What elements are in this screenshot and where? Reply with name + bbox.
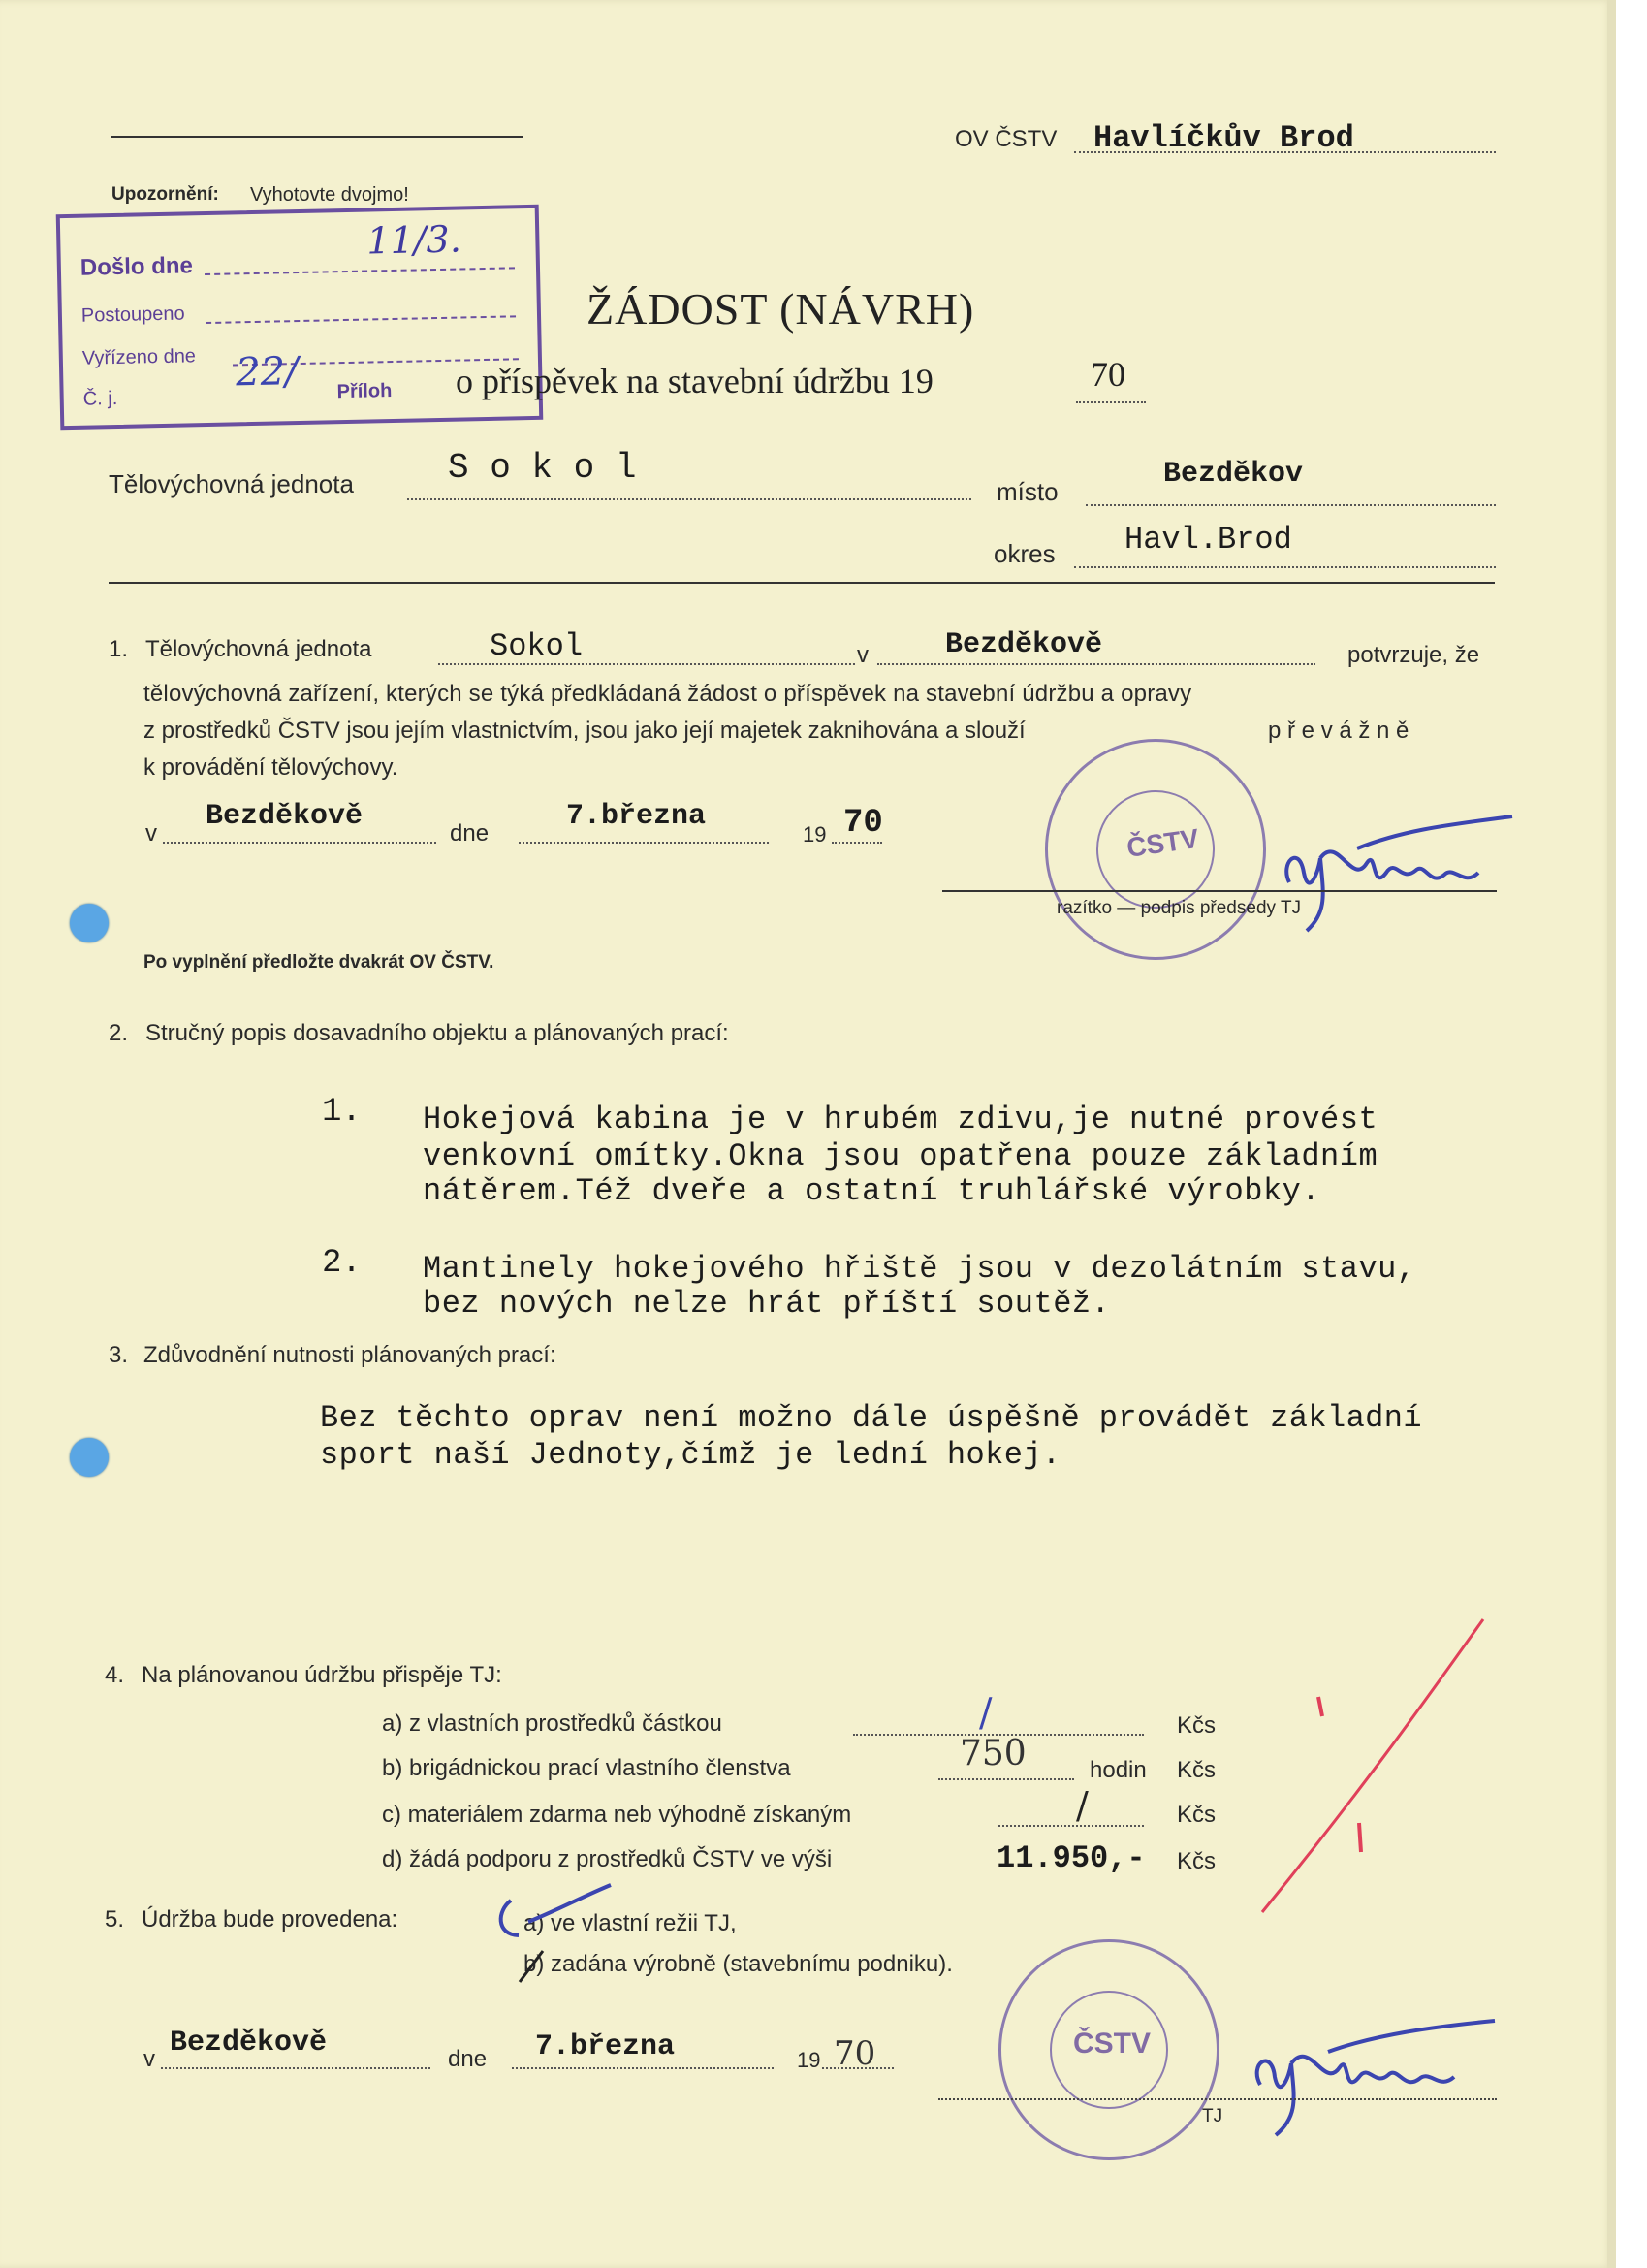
s2-num: 2. [109, 1020, 129, 1046]
s5-year: 70 [834, 2034, 876, 2073]
s4-b-unit-pre: hodin [1090, 1757, 1147, 1783]
s5-opt-a: a) ve vlastní režii TJ, [523, 1910, 737, 1936]
s5-opt-b-strike [514, 1947, 553, 1986]
s2-item1-num: 1. [322, 1094, 362, 1131]
s1-date-dotline [519, 842, 769, 844]
district-label: okres [994, 539, 1056, 568]
s4-a-value: / [979, 1691, 993, 1736]
s4-c-label: c) materiálem zdarma neb výhodně získaným [382, 1802, 852, 1828]
s4-c-unit: Kčs [1177, 1802, 1217, 1828]
signature-1 [1260, 805, 1522, 941]
s4-a-label: a) z vlastních prostředků částkou [382, 1710, 722, 1737]
paper-edge [1607, 0, 1616, 2268]
s1-dne: dne [450, 820, 490, 847]
round-stamp-1-text: ČSTV [1124, 822, 1201, 863]
place-label: místo [997, 477, 1059, 506]
s4-d-unit: Kčs [1177, 1848, 1217, 1874]
forwarded-line [206, 315, 516, 324]
s4-label: Na plánovanou údržbu přispěje TJ: [142, 1662, 502, 1688]
s3-num: 3. [109, 1342, 129, 1368]
s4-b-value: 750 [960, 1734, 1027, 1773]
s1-place-dotline [877, 663, 1315, 665]
s5-opt-a-mark [490, 1881, 616, 1949]
number-label: Č. j. [82, 387, 118, 410]
s4-d-value: 11.950,- [997, 1840, 1146, 1876]
punch-hole-top [70, 904, 109, 942]
unit-dotline [407, 498, 971, 500]
s2-item2-l1: Mantinely hokejového hřiště jsou v dezolátním stavu, [423, 1251, 1416, 1287]
s1-dated-place: Bezděkově [206, 800, 364, 833]
s1-year-dotline [832, 842, 882, 844]
signature-2 [1231, 2007, 1503, 2143]
s3-l2: sport naší Jednoty,čímž je lední hokej. [320, 1437, 1061, 1473]
punch-hole-bottom [70, 1438, 109, 1477]
s5-date: 7.března [535, 2030, 676, 2063]
s1-confirms: potvrzuje, že [1347, 642, 1480, 668]
warning-label: Upozornění: [111, 184, 219, 205]
attachments-label: Příloh [336, 380, 393, 403]
s2-item1-l3: nátěrem.Též dveře a ostatní truhlářské výrobky. [423, 1173, 1321, 1209]
place-value: Bezděkov [1163, 458, 1304, 491]
s1-signature-line [942, 890, 1497, 892]
section-divider [109, 582, 1495, 584]
s5-place: Bezděkově [170, 2027, 328, 2060]
s3-l1: Bez těchto oprav není možno dále úspěšně provádět základní [320, 1400, 1422, 1436]
s2-label: Stručný popis dosavadního objektu a plánovaných prací: [145, 1020, 729, 1046]
s1-submit-note: Po vyplnění předložte dvakrát OV ČSTV. [143, 952, 494, 973]
s5-year-prefix: 19 [797, 2048, 821, 2072]
district-dotline [1074, 566, 1496, 568]
s1-in: v [857, 642, 869, 668]
s1-v: v [145, 820, 157, 847]
s1-line3a: z prostředků ČSTV jsou jejím vlastnictvím, jsou jako její majetek zaknihována a slouží [143, 718, 1026, 744]
s5-signature-line [938, 2098, 1497, 2100]
red-mark [1251, 1610, 1503, 1920]
number-value: 22/ [235, 349, 300, 396]
form-year: 70 [1091, 355, 1125, 394]
s5-place-dotline [161, 2067, 430, 2069]
s5-opt-b: b) zadána výrobně (stavebnímu podniku). [523, 1951, 953, 1977]
s4-c-value: / [1076, 1784, 1089, 1827]
round-stamp-2-text: ČSTV [1073, 2028, 1152, 2060]
s4-b-unit: Kčs [1177, 1757, 1217, 1783]
s1-year-prefix: 19 [803, 822, 827, 847]
s1-num: 1. [109, 636, 129, 662]
ov-label: OV ČSTV [955, 126, 1058, 152]
s1-line3b: p ř e v á ž n ě [1268, 718, 1409, 744]
s5-num: 5. [105, 1906, 125, 1933]
form-subtitle: o příspěvek na stavební údržbu 19 [456, 362, 934, 400]
s4-num: 4. [105, 1662, 125, 1688]
s1-place-value: Bezděkově [945, 628, 1103, 661]
s5-v: v [143, 2046, 155, 2072]
unit-label: Tělovýchovná jednota [109, 469, 354, 498]
s1-year: 70 [843, 805, 883, 842]
unit-value: S o k o l [448, 448, 637, 488]
s4-c-dotline [998, 1825, 1144, 1827]
s5-label: Údržba bude provedena: [142, 1906, 398, 1933]
s1-sig-caption: razítko — podpis předsedy TJ [1057, 898, 1302, 918]
s1-lead: Tělovýchovná jednota [145, 636, 372, 662]
s1-unit-value: Sokol [490, 628, 584, 664]
delivered-line [205, 267, 515, 275]
s1-date: 7.března [566, 800, 707, 833]
round-stamp-2 [998, 1939, 1219, 2160]
forwarded-label: Postoupeno [80, 303, 185, 327]
ov-value: Havlíčkův Brod [1093, 120, 1354, 156]
s2-item1-l1: Hokejová kabina je v hrubém zdivu,je nutné provést [423, 1102, 1378, 1137]
delivered-label: Došlo dne [79, 252, 194, 281]
s2-item2-num: 2. [322, 1245, 362, 1282]
s1-line2: tělovýchovná zařízení, kterých se týká předkládaná žádost o příspěvek na stavební údržbu a opravy [143, 681, 1192, 707]
form-title: ŽÁDOST (NÁVRH) [586, 284, 975, 334]
s4-a-unit: Kčs [1177, 1712, 1217, 1739]
s1-dated-place-dotline [163, 842, 436, 844]
s1-line4: k provádění tělovýchovy. [143, 754, 398, 781]
s4-b-dotline [938, 1778, 1074, 1780]
s3-label: Zdůvodnění nutnosti plánovaných prací: [143, 1342, 556, 1368]
s5-tj: TJ [1202, 2106, 1223, 2126]
warning-text: Vyhotovte dvojmo! [250, 184, 409, 206]
s5-dne: dne [448, 2046, 488, 2072]
year-dotline [1076, 401, 1146, 403]
delivered-value: 11/3. [365, 217, 462, 263]
s5-date-dotline [512, 2067, 774, 2069]
s2-item1-l2: venkovní omítky.Okna jsou opatřena pouze základním [423, 1138, 1378, 1174]
s4-d-label: d) žádá podporu z prostředků ČSTV ve výši [382, 1846, 833, 1872]
place-dotline [1086, 504, 1496, 506]
district-value: Havl.Brod [1124, 522, 1292, 558]
header-rule [111, 136, 523, 138]
s2-item2-l2: bez nových nelze hrát příští soutěž. [423, 1286, 1111, 1322]
handled-label: Vyřízeno dne [81, 345, 197, 369]
s4-b-label: b) brigádnickou prací vlastního členstva [382, 1755, 791, 1781]
